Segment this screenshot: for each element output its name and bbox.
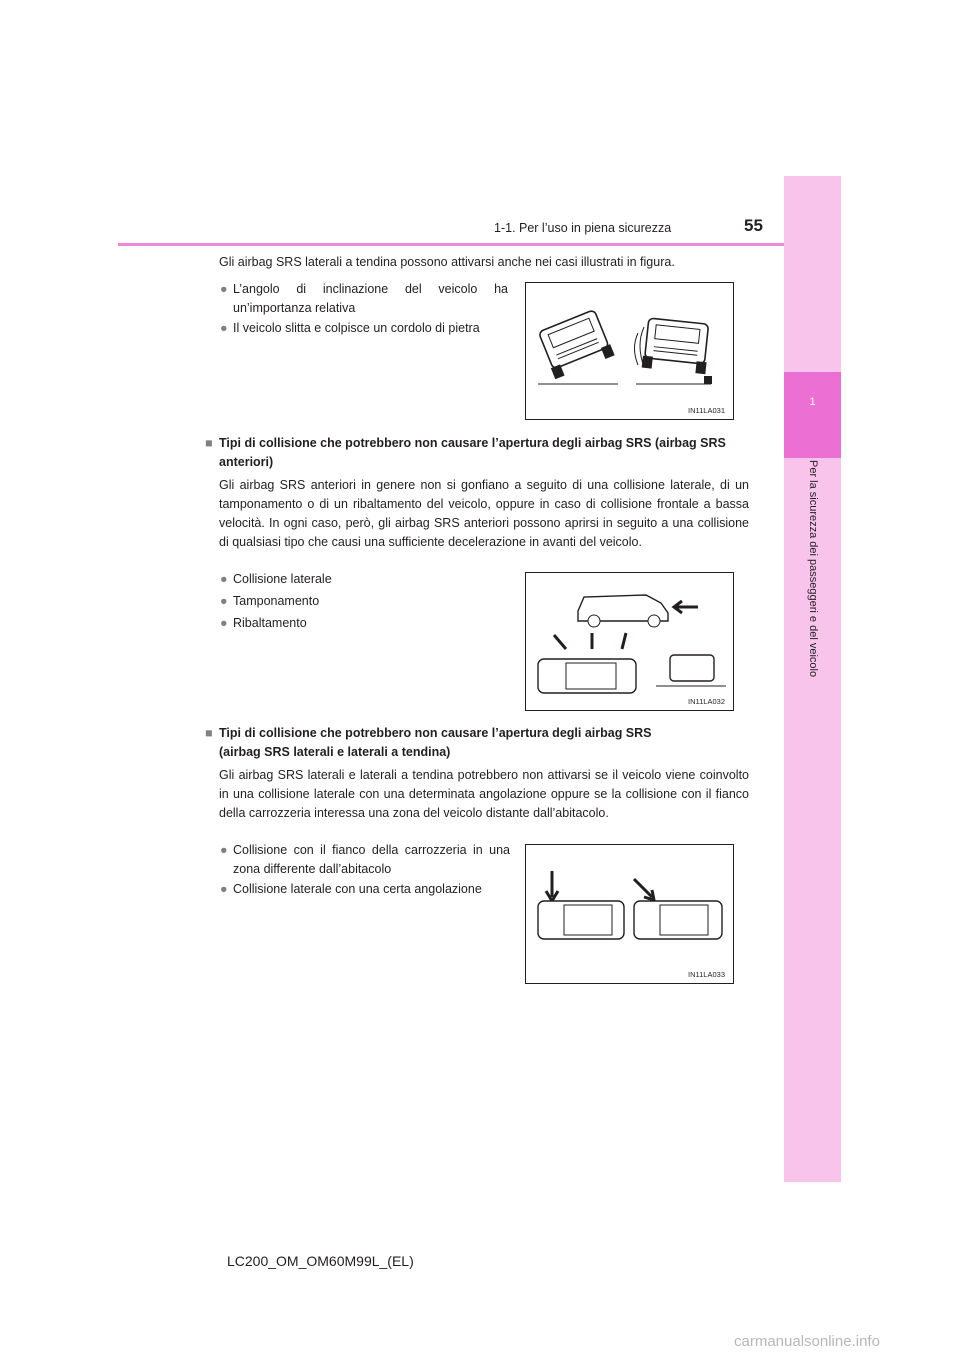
bullet-icon: ● [220, 282, 228, 296]
bullet-icon: ● [220, 882, 228, 896]
section-heading [205, 724, 749, 743]
bullet-icon: ● [220, 616, 228, 630]
list-item [220, 319, 520, 338]
list-item [220, 841, 510, 879]
figure-tilt-curb [525, 282, 734, 420]
chapter-title-vertical [790, 460, 835, 760]
car-tilt-illustration [526, 283, 733, 419]
list-item [220, 880, 520, 899]
bullet-icon: ● [220, 572, 228, 586]
side-angle-illustration [526, 845, 733, 983]
running-header: 1-1. Per l’uso in piena sicurezza [494, 221, 672, 235]
list-item [220, 280, 508, 318]
section-body: Gli airbag SRS anteriori in genere non si gonfiano a seguito di una collisione laterale, di un tamponamento o di un ribaltamento del veicolo, oppure in caso di collisione frontale a bassa velocità. In ogni caso, però, gli airbag SRS anteriori possono aprirsi in seguito a una collisione di qualsiasi tipo che causi una sufficiente decelerazione in avanti del veicolo. [219, 478, 749, 549]
chapter-number-tab [784, 372, 841, 458]
heading-square-icon: ■ [205, 726, 213, 740]
bullet-icon: ● [220, 321, 228, 335]
collision-types-illustration [526, 573, 733, 710]
intro-paragraph: Gli airbag SRS laterali a tendina possono attivarsi anche nei casi illustrati in figura. [219, 255, 675, 269]
figure-side-angle [525, 844, 734, 984]
list-item [220, 614, 510, 633]
page-number: 55 [744, 216, 763, 235]
watermark: carmanualsonline.info [734, 1333, 880, 1350]
bullet-icon: ● [220, 843, 228, 857]
chapter-title: Per la sicurezza dei passeggeri e del veicolo [806, 460, 819, 678]
list-item-text: L’angolo di inclinazione del veicolo ha un’importanza relativa [233, 282, 508, 315]
figure-collision-types [525, 572, 734, 711]
document-footer: LC200_OM_OM60M99L_(EL) [227, 1253, 414, 1269]
section-heading-text-line1: Tipi di collisione che potrebbero non causare l’apertura degli airbag SRS [219, 726, 652, 740]
section-body: Gli airbag SRS laterali e laterali a tendina potrebbero non attivarsi se il veicolo viene coinvolto in una collisione laterale con una determinata angolazione oppure se la collisione con il fianco della carrozzeria interessa una zona del veicolo distante dall’abitacolo. [219, 768, 749, 820]
list-item-text: Tamponamento [233, 594, 320, 608]
list-item-text: Collisione laterale con una certa angolazione [233, 882, 482, 896]
figure-code: IN11LA032 [688, 697, 725, 706]
heading-square-icon: ■ [205, 436, 213, 450]
list-item-text: Ribaltamento [233, 616, 307, 630]
bullet-icon: ● [220, 594, 228, 608]
list-item [220, 592, 510, 611]
list-item-text: Collisione laterale [233, 572, 332, 586]
list-item-text: Il veicolo slitta e colpisce un cordolo di pietra [233, 321, 480, 335]
header-rule [118, 243, 784, 246]
section-heading-text: Tipi di collisione che potrebbero non causare l’apertura degli airbag SRS (airbag SRS anteriori) [219, 436, 726, 469]
section-heading [205, 434, 749, 472]
list-item-text: Collisione con il fianco della carrozzeria in una zona differente dall’abitacolo [233, 843, 510, 876]
figure-code: IN11LA031 [688, 406, 725, 415]
list-item [220, 570, 510, 589]
section-heading-line2: (airbag SRS laterali e laterali a tendina) [219, 745, 451, 759]
figure-code: IN11LA033 [688, 970, 725, 979]
chapter-number: 1 [809, 396, 816, 408]
